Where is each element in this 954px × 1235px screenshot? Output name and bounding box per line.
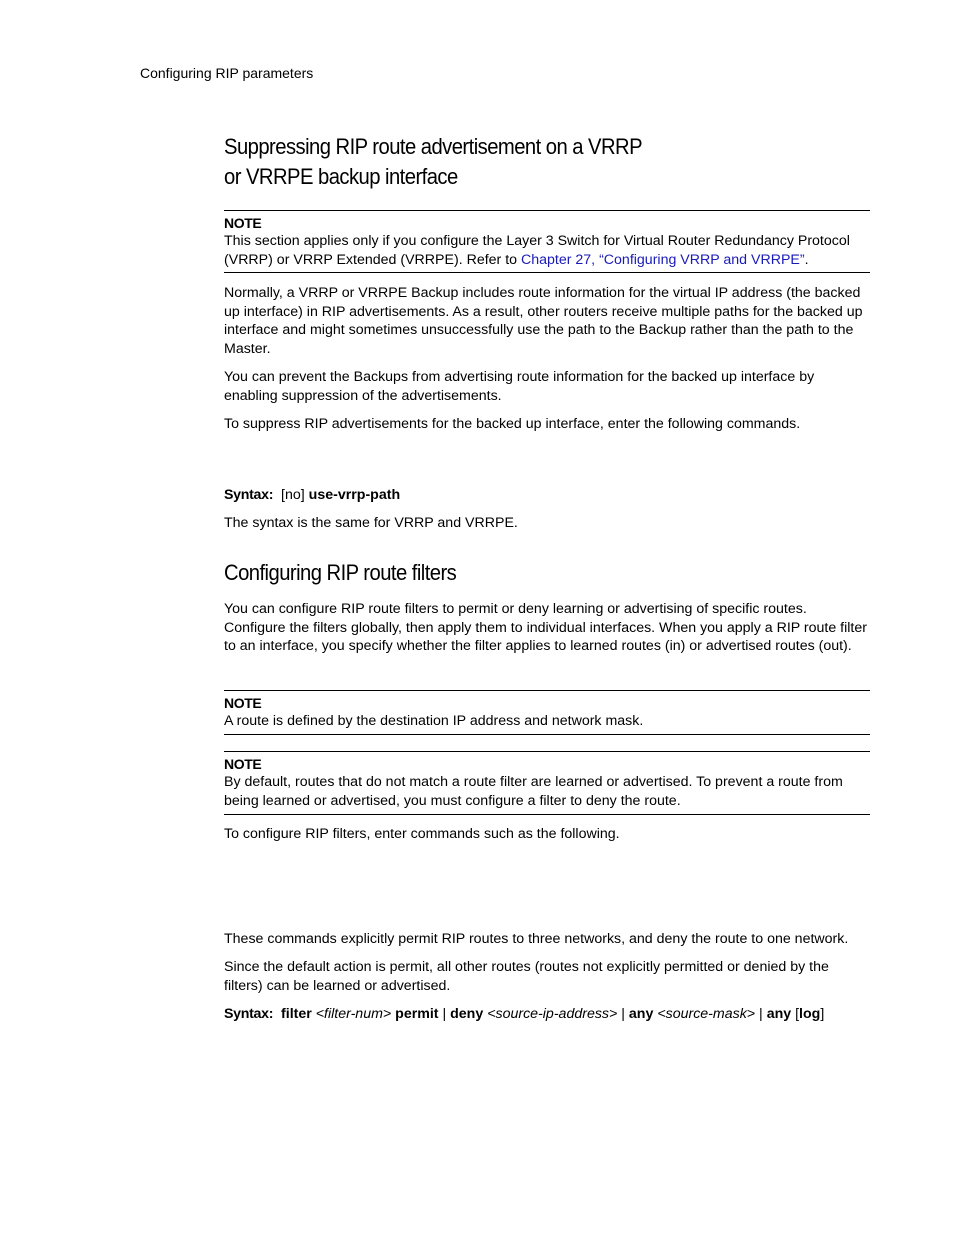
paragraph: To suppress RIP advertisements for the backed up interface, enter the following commands.: [224, 416, 801, 432]
note-vrrp: [224, 210, 870, 273]
syntax-filter: Syntax: filter <filter-num> permit | deny <source-ip-address> | any <source-mask> | any [log]: [224, 1006, 825, 1022]
section-title-suppressing-line1: Suppressing RIP route advertisement on a VRRP: [224, 134, 643, 159]
note-default-routes: [224, 751, 870, 815]
paragraph: You can prevent the Backups from advertising route information for the backed up interface by enabling suppression of the advertisements.: [224, 369, 815, 404]
section-title-suppressing-line2: or VRRPE backup interface: [224, 164, 458, 189]
running-header: Configuring RIP parameters: [140, 65, 314, 81]
note-label: NOTE: [224, 695, 262, 711]
note-text: A route is defined by the destination IP address and network mask.: [224, 713, 644, 729]
paragraph: You can configure RIP route filters to permit or deny learning or advertising of specific routes. Configure the filters globally, then apply them to individual interfaces. When you apply a RIP route filter to an interface, you specify whether the filter applies to learned routes (in) or advertised routes (out).: [224, 601, 867, 654]
paragraph: Normally, a VRRP or VRRPE Backup includes route information for the virtual IP address (the backed up interface) in RIP advertisements. As a result, other routers receive multiple paths for the backed up interface and might sometimes unsuccessfully use the path to the Backup rather than the path to the Master.: [224, 285, 863, 357]
chapter-27-link[interactable]: Chapter 27, “Configuring VRRP and VRRPE”: [520, 251, 805, 268]
syntax-use-vrrp-path: Syntax: [no] use-vrrp-path: [224, 487, 401, 503]
note-text: By default, routes that do not match a route filter are learned or advertised. To prevent a route from being learned or advertised, you must configure a filter to deny the route.: [224, 774, 843, 809]
note-label: NOTE: [224, 215, 262, 231]
note-label: NOTE: [224, 756, 262, 772]
paragraph: The syntax is the same for VRRP and VRRPE.: [224, 515, 518, 531]
paragraph: To configure RIP filters, enter commands such as the following.: [224, 826, 620, 842]
note-route-definition: [224, 690, 870, 735]
section-title-route-filters: Configuring RIP route filters: [224, 560, 457, 585]
note-text: This section applies only if you configure the Layer 3 Switch for Virtual Router Redundancy Protocol (VRRP) or VRRP Extended (VRRPE). Refer to Chapter 27, “Configuring VRRP and VRRPE”.: [224, 233, 850, 268]
paragraph: These commands explicitly permit RIP routes to three networks, and deny the route to one network.: [224, 931, 849, 947]
paragraph: Since the default action is permit, all other routes (routes not explicitly permitted or denied by the filters) can be learned or advertised.: [224, 959, 829, 994]
